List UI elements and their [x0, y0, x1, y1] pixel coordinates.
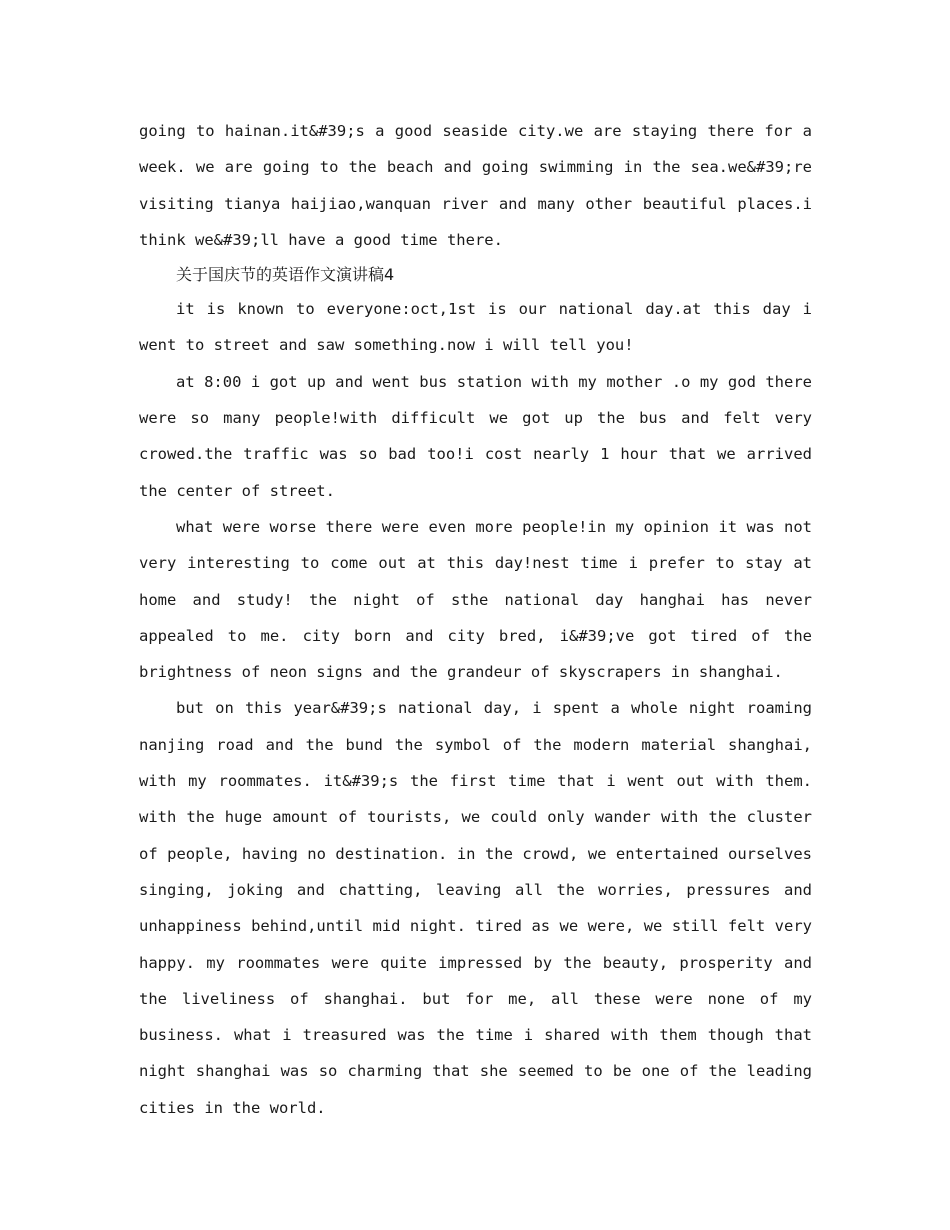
paragraph-hainan-trip: going to hainan.it&#39;s a good seaside city.we are staying there for a week. we are going to the beach and going swimming in the sea.we&#39;re visiting tianya haijiao,wanquan river and many other beautiful places.i think we&#39;ll have a good time there. [139, 122, 812, 249]
document-body [139, 113, 812, 1126]
section-heading: 关于国庆节的英语作文演讲稿4 [176, 265, 395, 285]
paragraph-national-day-intro: it is known to everyone:oct,1st is our national day.at this day i went to street and saw something.now i will tell you! [139, 300, 812, 355]
paragraph-more-people: what were worse there were even more people!in my opinion it was not very interesting to come out at this day!nest time i prefer to stay at home and study! the night of sthe national day hanghai has never appealed to me. city born and city bred, i&#39;ve got tired of the brightness of neon signs and the grandeur of skyscrapers in shanghai. [139, 517, 812, 682]
paragraph-bus-station: at 8:00 i got up and went bus station with my mother .o my god there were so many people!with difficult we got up the bus and felt very crowed.the traffic was so bad too!i cost nearly 1 hour that we arrived the center of street. [139, 372, 812, 500]
paragraph-roaming-shanghai: but on this year&#39;s national day, i spent a whole night roaming nanjing road and the bund the symbol of the modern material shanghai, with my roommates. it&#39;s the first time that i went out with them. with the huge amount of tourists, we could only wander with the cluster of people, having no destination. in the crowd, we entertained ourselves singing, joking and chatting, leaving all the worries, pressures and unhappiness behind,until mid night. tired as we were, we still felt very happy. my roommates were quite impressed by the beauty, prosperity and the liveliness of shanghai. but for me, all these were none of my business. what i treasured was the time i shared with them though that night shanghai was so charming that she seemed to be one of the leading cities in the world. [139, 699, 812, 1117]
